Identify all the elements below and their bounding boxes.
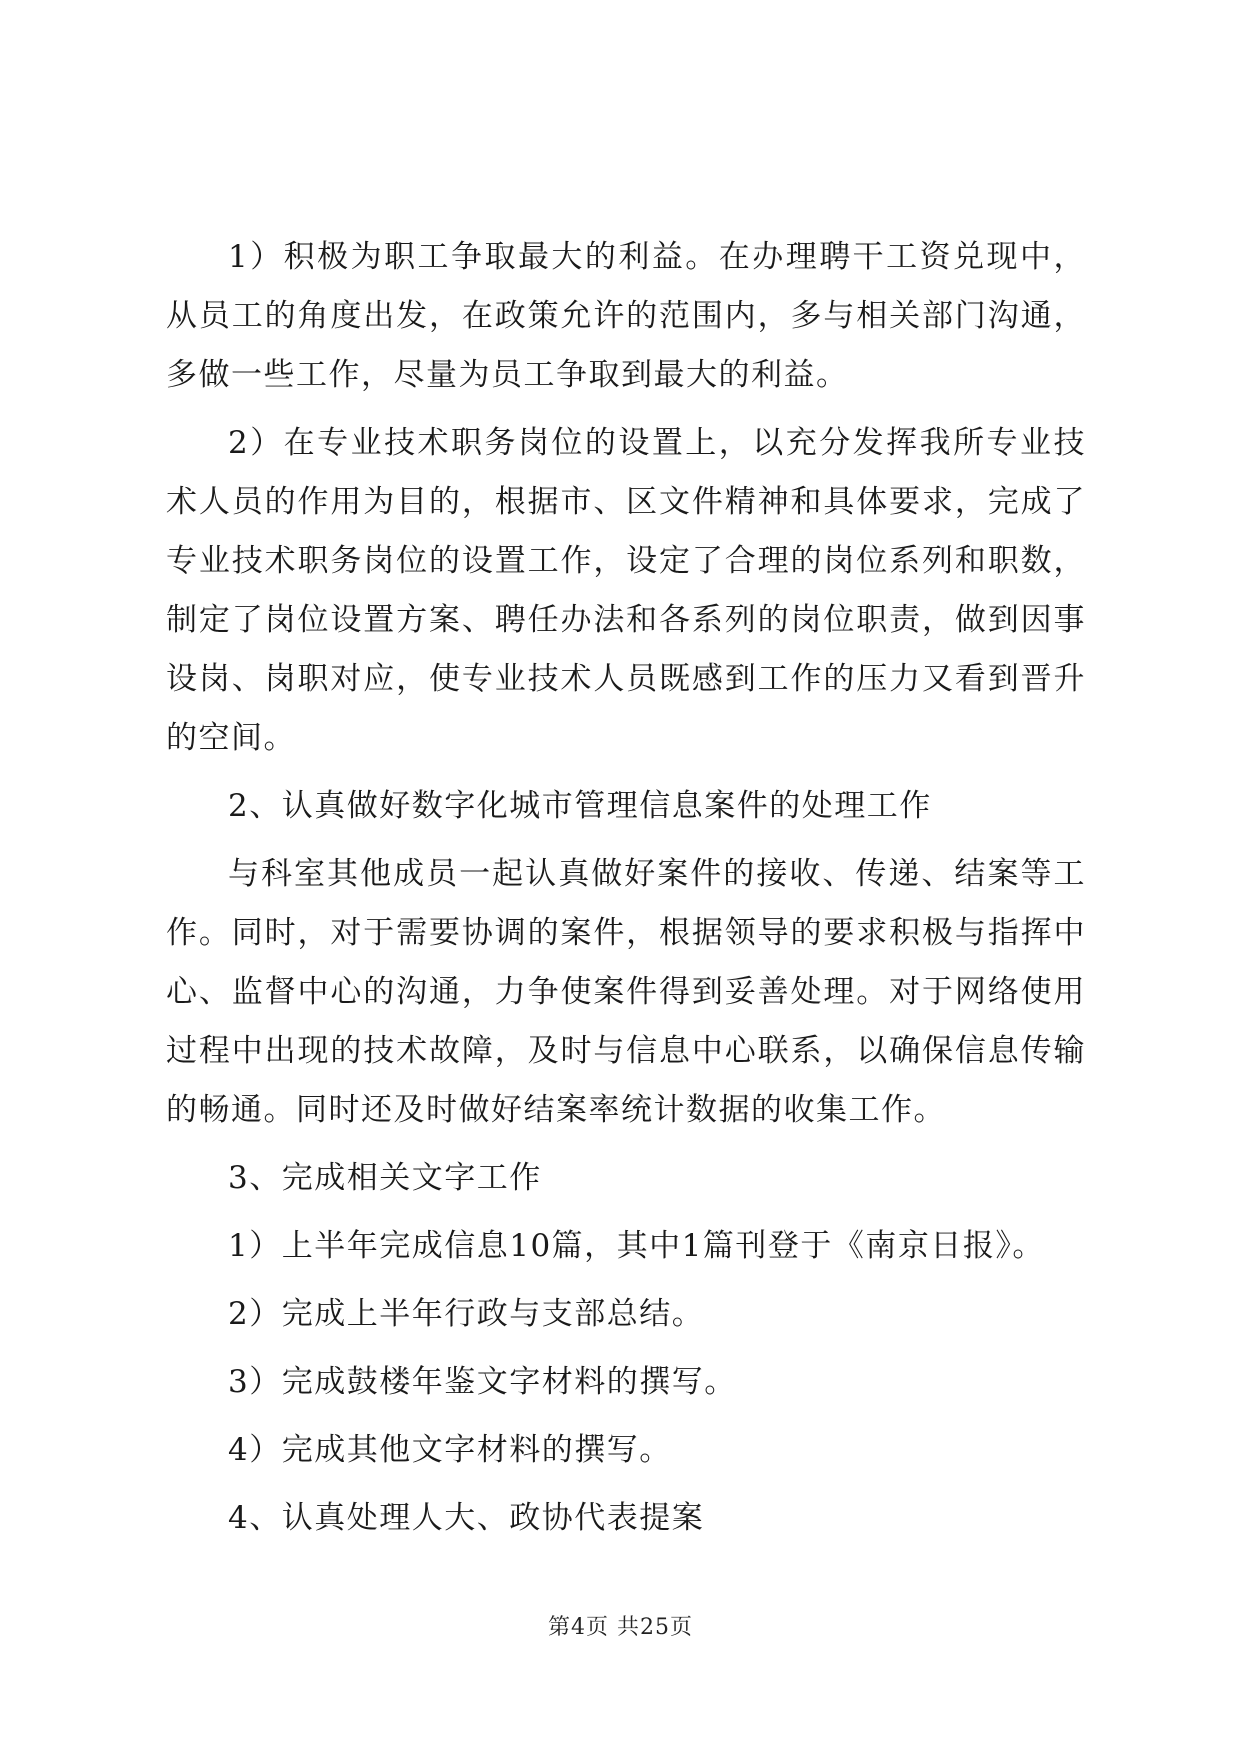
list-item: 4）完成其他文字材料的撰写。 bbox=[228, 1432, 672, 1468]
list-item: 2）完成上半年行政与支部总结。 bbox=[228, 1296, 705, 1332]
list-item: 1）上半年完成信息10篇，其中1篇刊登于《南京日报》。 bbox=[228, 1228, 1045, 1264]
document-body bbox=[166, 228, 1086, 1557]
page-number-footer: 第4页 共25页 bbox=[548, 1615, 693, 1640]
paragraph: 2）在专业技术职务岗位的设置上，以充分发挥我所专业技术人员的作用为目的，根据市、区文件精神和具体要求，完成了专业技术职务岗位的设置工作，设定了合理的岗位系列和职数，制定了岗位设置方案、聘任办法和各系列的岗位职责，做到因事设岗、岗职对应，使专业技术人员既感到工作的压力又看到晋升的空间。 bbox=[166, 425, 1086, 756]
section-heading: 2、认真做好数字化城市管理信息案件的处理工作 bbox=[228, 788, 932, 824]
paragraph: 1）积极为职工争取最大的利益。在办理聘干工资兑现中，从员工的角度出发，在政策允许的范围内，多与相关部门沟通，多做一些工作，尽量为员工争取到最大的利益。 bbox=[166, 239, 1086, 393]
section-heading: 3、完成相关文字工作 bbox=[228, 1160, 542, 1196]
paragraph: 与科室其他成员一起认真做好案件的接收、传递、结案等工作。同时，对于需要协调的案件，根据领导的要求积极与指挥中心、监督中心的沟通，力争使案件得到妥善处理。对于网络使用过程中出现的技术故障，及时与信息中心联系，以确保信息传输的畅通。同时还及时做好结案率统计数据的收集工作。 bbox=[166, 856, 1086, 1128]
list-item: 3）完成鼓楼年鉴文字材料的撰写。 bbox=[228, 1364, 737, 1400]
section-heading: 4、认真处理人大、政协代表提案 bbox=[228, 1500, 705, 1536]
